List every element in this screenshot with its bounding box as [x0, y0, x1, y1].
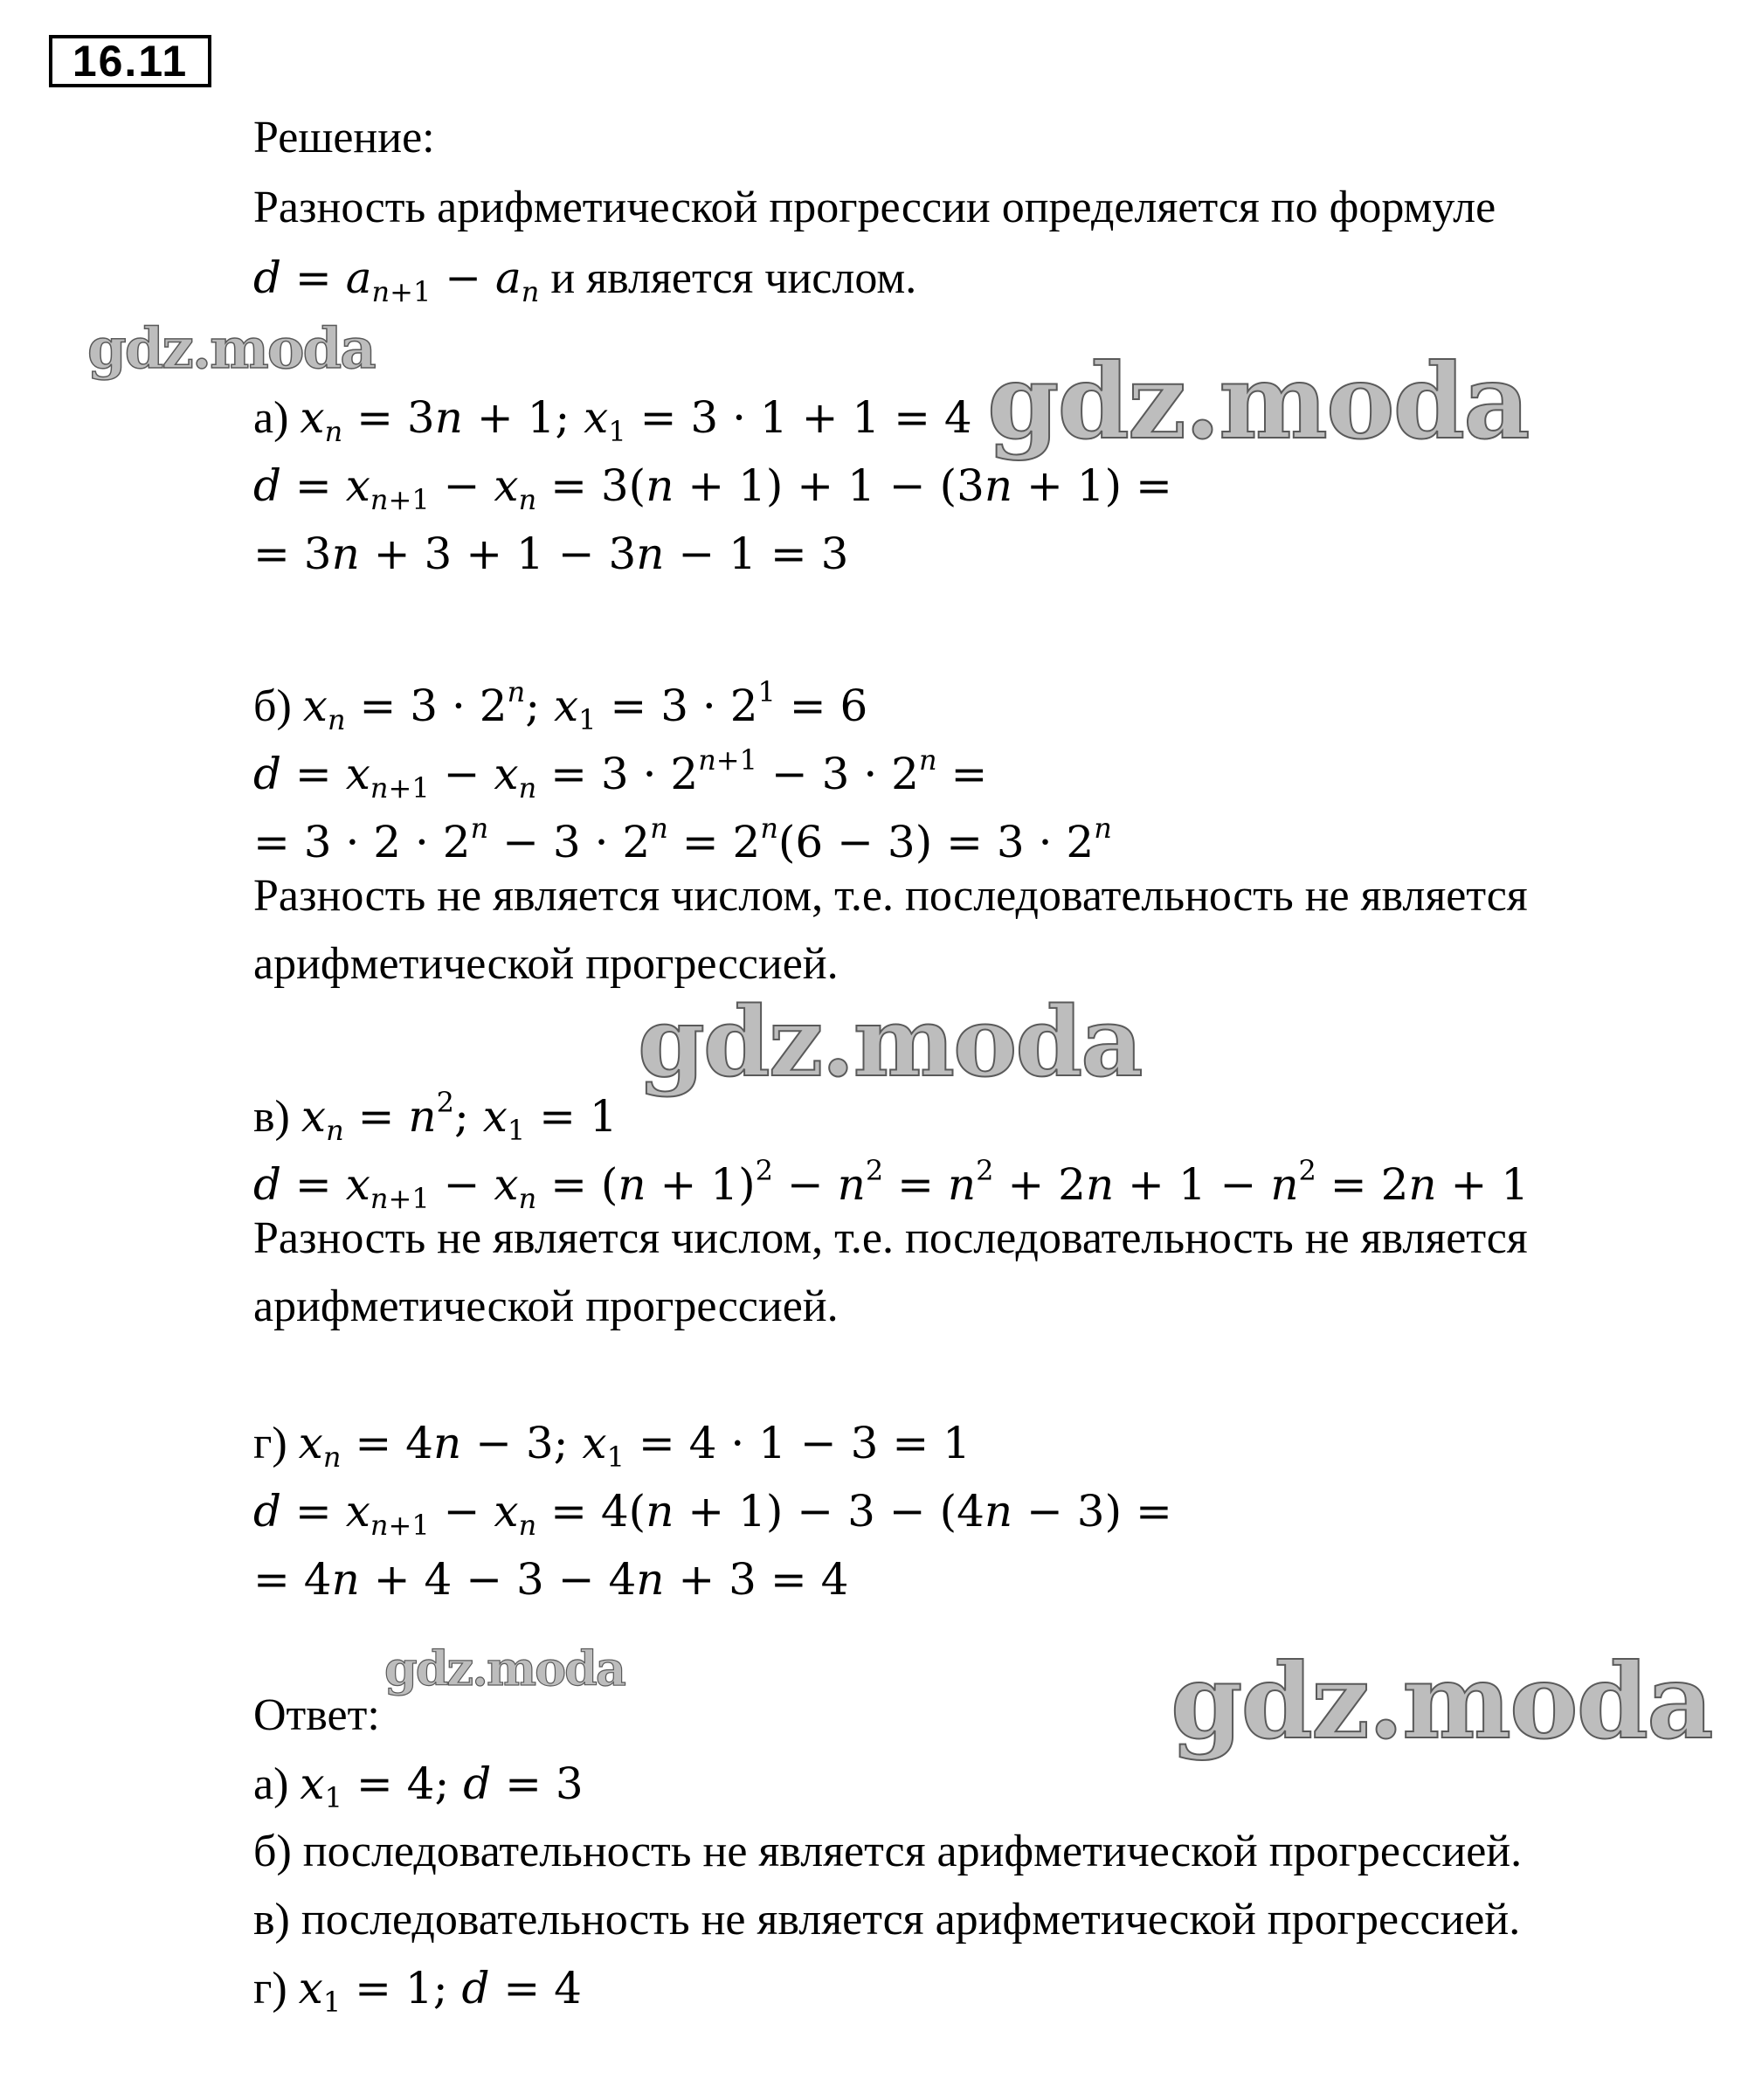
answer-b: б) последовательность не является арифметической прогрессией. [253, 1827, 1523, 1876]
part-g-line-1 [253, 1417, 971, 1483]
problem-number: 16.11 [49, 35, 211, 87]
part-a-line-1 [253, 391, 972, 458]
part-v-line-2: $d = x_{n+1} - x_n = (n + 1)^2 - n^2 = n^2 + 2n + 1 - n^2 = 2n + 1$ [253, 1154, 1530, 1215]
part-v-label: в) [253, 1092, 290, 1142]
part-v-conclusion-2: арифметической прогрессией. [253, 1281, 839, 1331]
part-b-label: б) [253, 681, 292, 731]
part-b-conclusion-2: арифметической прогрессией. [253, 939, 839, 989]
answer-v: в) последовательность не является арифметической прогрессией. [253, 1895, 1521, 1945]
part-a-line-3: = 3n + 3 + 1 − 3n − 1 = 3 [253, 528, 849, 579]
part-a-formula: $x_n = 3n + 1$; $x_1 = 3 \cdot 1 + 1 = 4$ [300, 392, 972, 448]
watermark: gdz.moda [987, 341, 1529, 462]
part-b-line-3: = $3 \cdot 2 \cdot 2^n - 3 \cdot 2^n = 2^n(6 - 3) = 3 \cdot 2^n$ [253, 812, 1112, 867]
watermark: gdz.moda [1171, 1641, 1712, 1762]
part-a-line-2: $d = x_{n+1} - x_n = 3(n + 1) + 1 - (3n + 1)$ = [253, 460, 1172, 516]
part-a-label: а) [253, 393, 289, 443]
part-g-label: г) [253, 1419, 287, 1468]
answer-a: а) $x_1 = 4$; d = 3 [253, 1758, 584, 1814]
part-v-conclusion-1: Разность не является числом, т.е. последовательность не является [253, 1213, 1528, 1263]
answer-g: г) $x_1 = 1$; d = 4 [253, 1963, 582, 2019]
answer-label: Ответ: [253, 1690, 380, 1740]
solution-label: Решение: [253, 113, 435, 162]
part-v-formula: $x_n = n^2$; $x_1 = 1$ [301, 1086, 618, 1147]
intro-line-2-text: и является числом. [539, 253, 917, 303]
intro-line-1: Разность арифметической прогрессии определяется по формуле [253, 183, 1496, 232]
part-b-line-2: $d = x_{n+1} - x_n = 3 \cdot 2^{n+1} - 3 \cdot 2^n$ = [253, 743, 988, 805]
intro-line-2 [253, 252, 916, 318]
part-b-conclusion-1: Разность не является числом, т.е. последовательность не является [253, 871, 1528, 921]
part-b-formula: $x_n = 3 \cdot 2^n$; $x_1 = 3 \cdot 2^1 = 6$ [302, 675, 868, 736]
watermark: gdz.moda [638, 985, 1142, 1098]
watermark: gdz.moda [384, 1641, 625, 1696]
formula-d: $d = a_{n+1} - a_n$ [253, 252, 540, 308]
part-g-line-2: $d = x_{n+1} - x_n = 4(n + 1) - 3 - (4n - 3)$ = [253, 1486, 1172, 1542]
part-g-formula: $x_n = 4n - 3$; $x_1 = 4 \cdot 1 - 3 = 1$ [298, 1418, 971, 1474]
watermark: gdz.moda [87, 316, 375, 382]
part-g-line-3: = 4n + 4 − 3 − 4n + 3 = 4 [253, 1554, 849, 1605]
